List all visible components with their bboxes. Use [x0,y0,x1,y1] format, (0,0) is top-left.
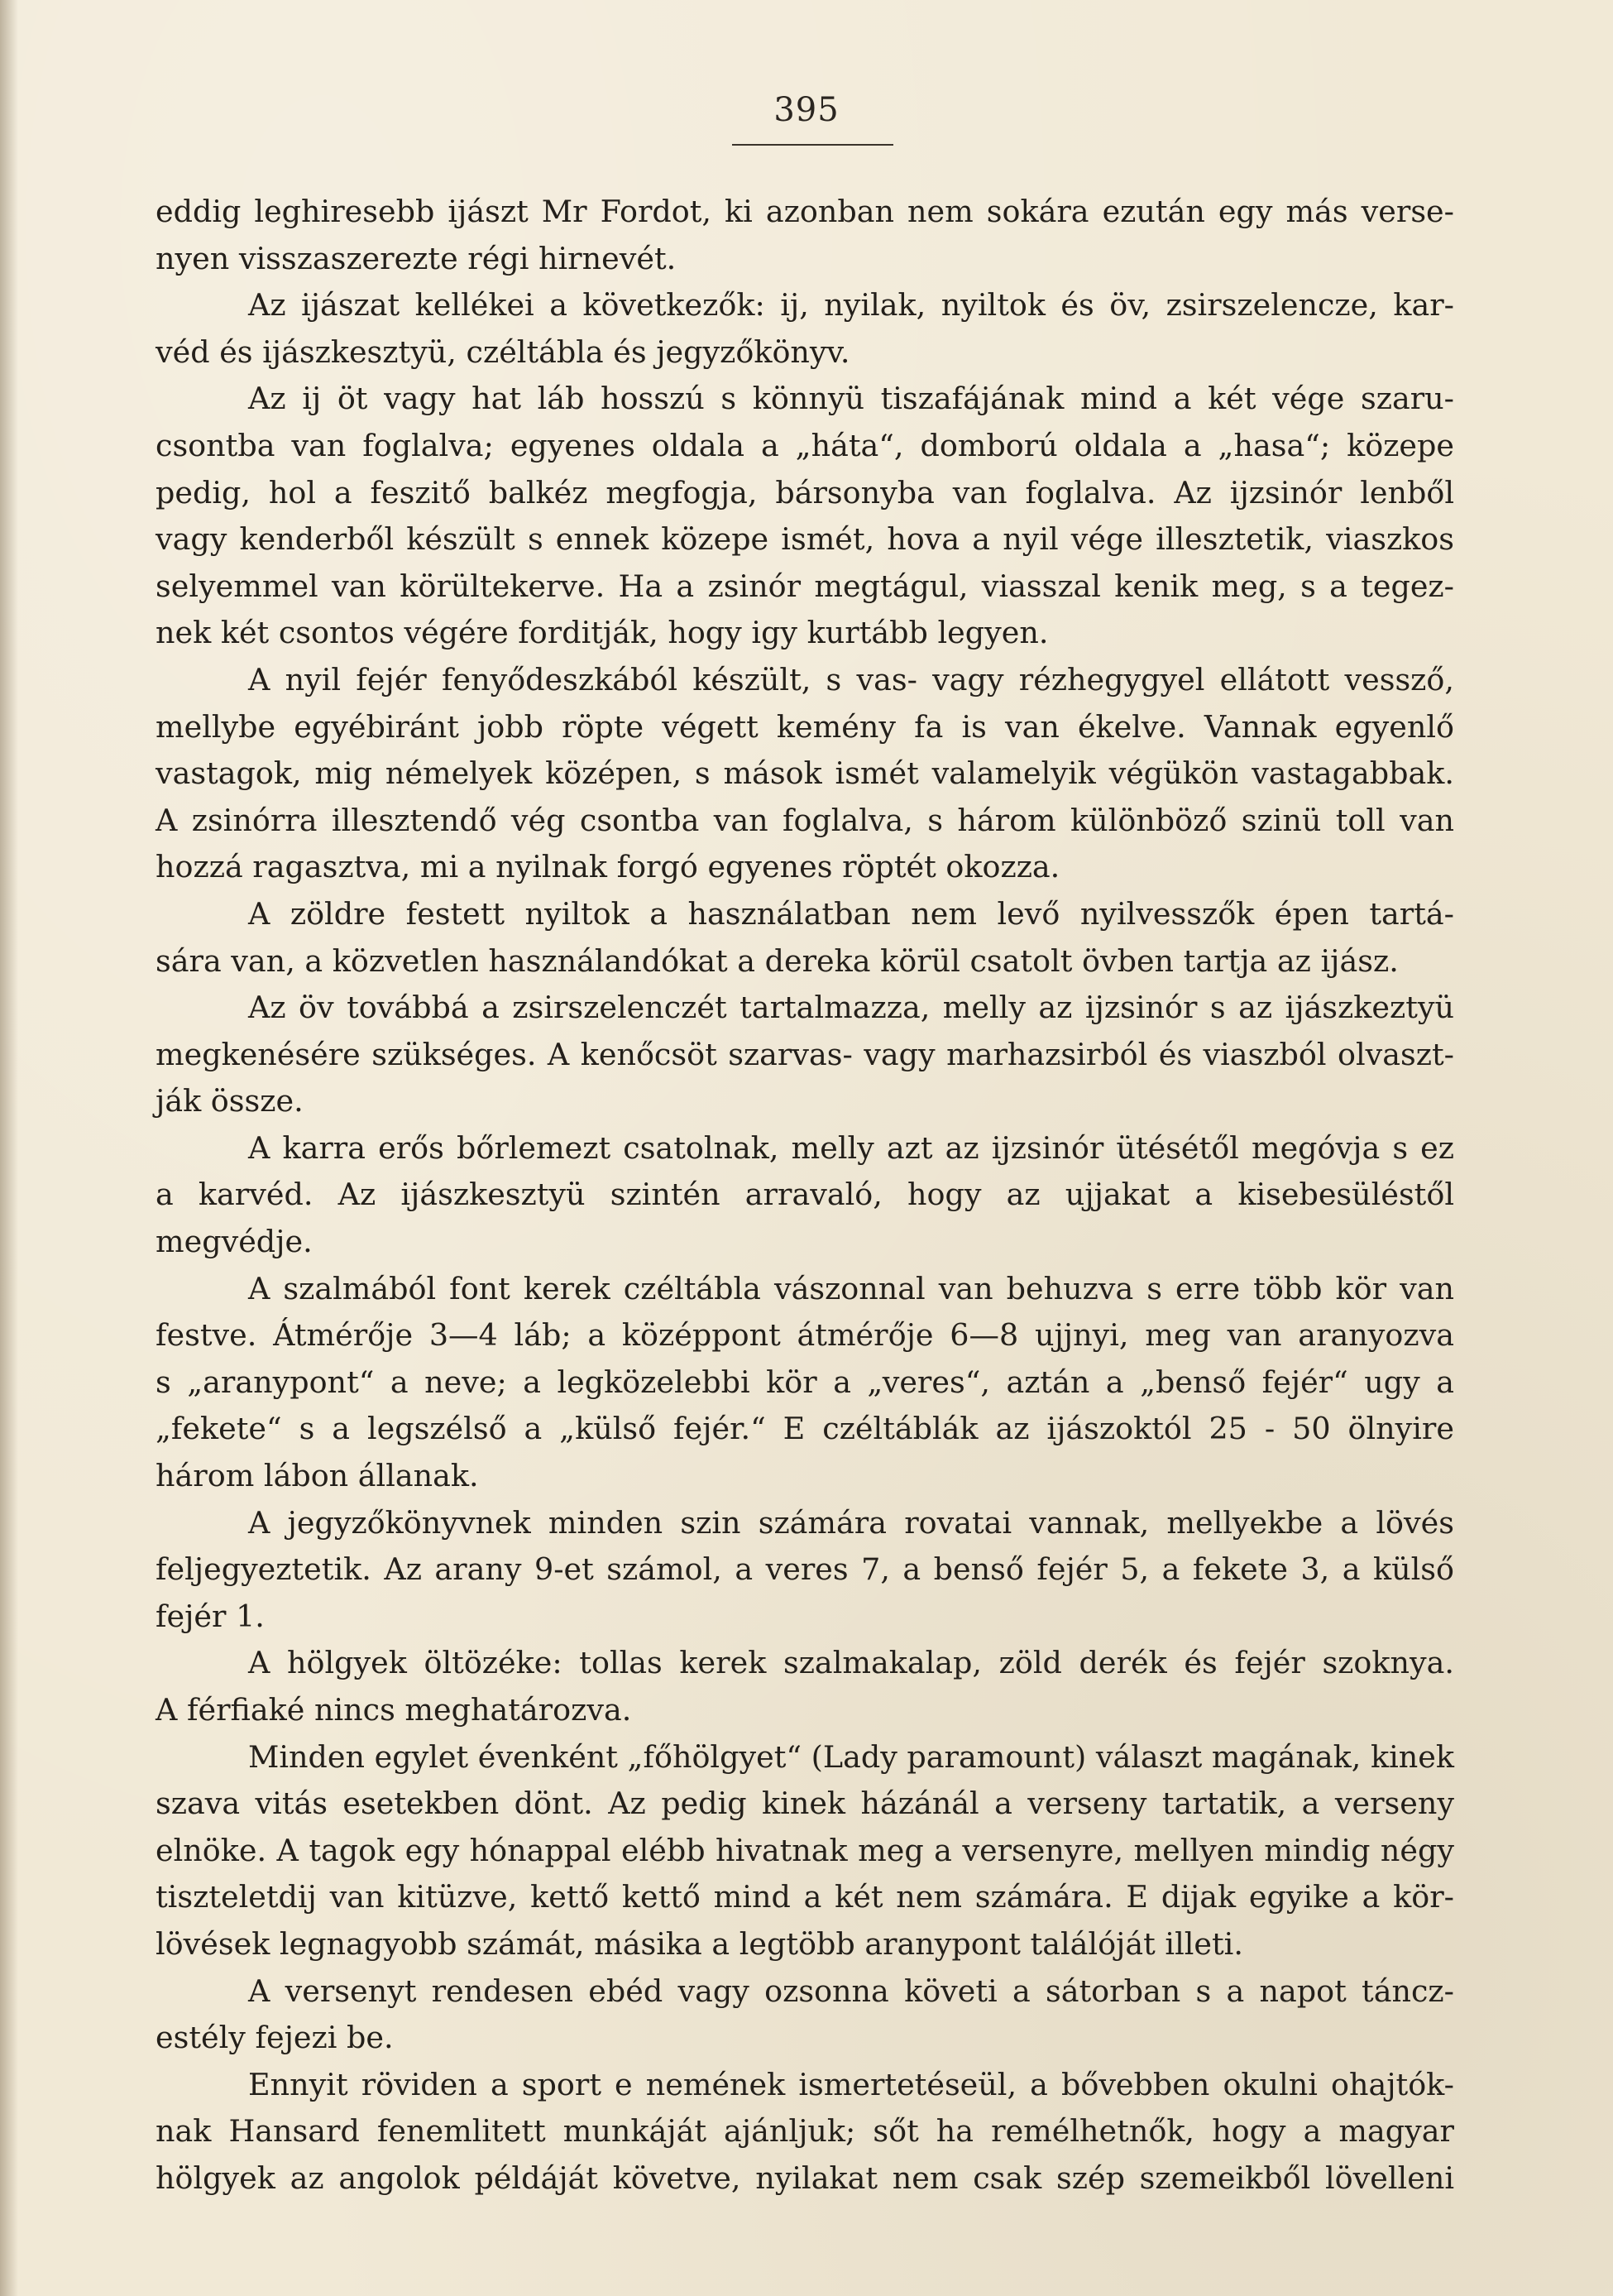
text-line: nek két csontos végére forditják, hogy igy kurtább legyen. [156,615,1049,651]
body-text [156,189,1454,2203]
text-line: nyen visszaszerezte régi hirnevét. [156,240,677,276]
page-number: 395 [773,91,840,129]
text-line: selyemmel van körültekerve. Ha a zsinór megtágul, viasszal kenik meg, s a tegez- [156,568,1454,604]
text-line: Az ij öt vagy hat láb hosszú s könnyü tiszafájának mind a két vége szaru- [248,381,1454,417]
text-line: „fekete“ s a legszélső a „külső fejér.“ E czéltáblák az ijászoktól 25 - 50 ölnyire [156,1411,1454,1447]
text-line: feljegyeztetik. Az arany 9-et számol, a veres 7, a benső fejér 5, a fekete 3, a külső [156,1551,1454,1588]
text-line: vagy kenderből készült s ennek közepe ismét, hova a nyil vége illesztetik, viaszkos [156,521,1454,558]
text-line: estély fejezi be. [156,2020,394,2056]
text-line: pedig, hol a feszitő balkéz megfogja, bársonyba van foglalva. Az ijzsinór lenből [156,474,1454,510]
text-line: lövések legnagyobb számát, másika a legtöbb aranypont találóját illeti. [156,1925,1243,1962]
text-line: A nyil fejér fenyődeszkából készült, s vas- vagy rézhegygyel ellátott vessző, [248,661,1454,697]
text-line: eddig leghiresebb ijászt Mr Fordot, ki azonban nem sokára ezután egy más verse- [156,194,1454,229]
text-line: ják össze. [156,1083,304,1119]
text-line: A szalmából font kerek czéltábla vászonnal van behuzva s erre több kör van [248,1270,1454,1306]
text-line: Az ijászat kellékei a következők: ij, nyilak, nyiltok és öv, zsirszelencze, kar- [248,287,1454,324]
binding-shadow [0,0,18,2296]
text-line: megvédje. [156,1224,313,1260]
text-line: A zöldre festett nyiltok a használatban nem levő nyilvesszők épen tartá- [248,895,1454,932]
text-line: a karvéd. Az ijászkesztyü szintén arravaló, hogy az ujjakat a kisebesüléstől [156,1177,1454,1213]
text-line: festve. Átmérője 3—4 láb; a középpont átmérője 6—8 ujjnyi, meg van aranyozva [156,1317,1454,1354]
text-line: s „aranypont“ a neve; a legközelebbi kör a „veres“, aztán a „benső fejér“ ugy a [156,1364,1454,1400]
text-line: nak Hansard fenemlitett munkáját ajánljuk; sőt ha remélhetnők, hogy a magyar [156,2113,1454,2150]
text-line: A hölgyek öltözéke: tollas kerek szalmakalap, zöld derék és fejér szoknya. [248,1645,1454,1681]
text-line: A jegyzőkönyvnek minden szin számára rovatai vannak, mellyekbe a lövés [248,1504,1454,1541]
text-line: mellybe egyébiránt jobb röpte végett kemény fa is van ékelve. Vannak egyenlő [156,708,1454,745]
text-line: Az öv továbbá a zsirszelenczét tartalmazza, melly az ijzsinór s az ijászkeztyü [248,990,1454,1026]
text-line: sára van, a közvetlen használandókat a dereka körül csatolt övben tartja az ijász. [156,942,1399,979]
text-line: A zsinórra illesztendő vég csontba van foglalva, s három különböző szinü toll van [156,802,1454,838]
text-line: megkenésére szükséges. A kenőcsöt szarvas- vagy marhazsirból és viaszból olvaszt- [156,1036,1454,1072]
text-line: A karra erős bőrlemezt csatolnak, melly azt az ijzsinór ütésétől megóvja s ez [248,1129,1454,1166]
text-line: Minden egylet évenként „főhölgyet“ (Lady paramount) választ magának, kinek [248,1738,1455,1775]
header-rule [732,144,893,146]
text-line: fejér 1. [156,1598,265,1634]
text-line: szava vitás esetekben dönt. Az pedig kinek házánál a verseny tartatik, a verseny [156,1786,1454,1822]
text-line: három lábon állanak. [156,1458,479,1494]
text-line: vastagok, mig némelyek középen, s mások ismét valamelyik végükön vastagabbak. [156,755,1454,792]
text-line: Ennyit röviden a sport e nemének ismertetéseül, a bővebben okulni ohajtók- [248,2066,1454,2102]
text-line: elnöke. A tagok egy hónappal elébb hivatnak meg a versenyre, mellyen mindig négy [156,1832,1454,1868]
text-line: hozzá ragasztva, mi a nyilnak forgó egyenes röptét okozza. [156,849,1060,885]
text-line: hölgyek az angolok példáját követve, nyilakat nem csak szép szemeikből lövelleni [156,2159,1454,2196]
text-line: tiszteletdij van kitüzve, kettő kettő mind a két nem számára. E dijak egyike a kör- [156,1879,1454,1915]
text-line: A versenyt rendesen ebéd vagy ozsonna követi a sátorban s a napot táncz- [248,1972,1454,2009]
text-line: véd és ijászkesztyü, czéltábla és jegyzőkönyv. [156,333,850,370]
text-line: csontba van foglalva; egyenes oldala a „háta“, domború oldala a „hasa“; közepe [156,427,1454,463]
text-line: A férfiaké nincs meghatározva. [156,1692,632,1728]
